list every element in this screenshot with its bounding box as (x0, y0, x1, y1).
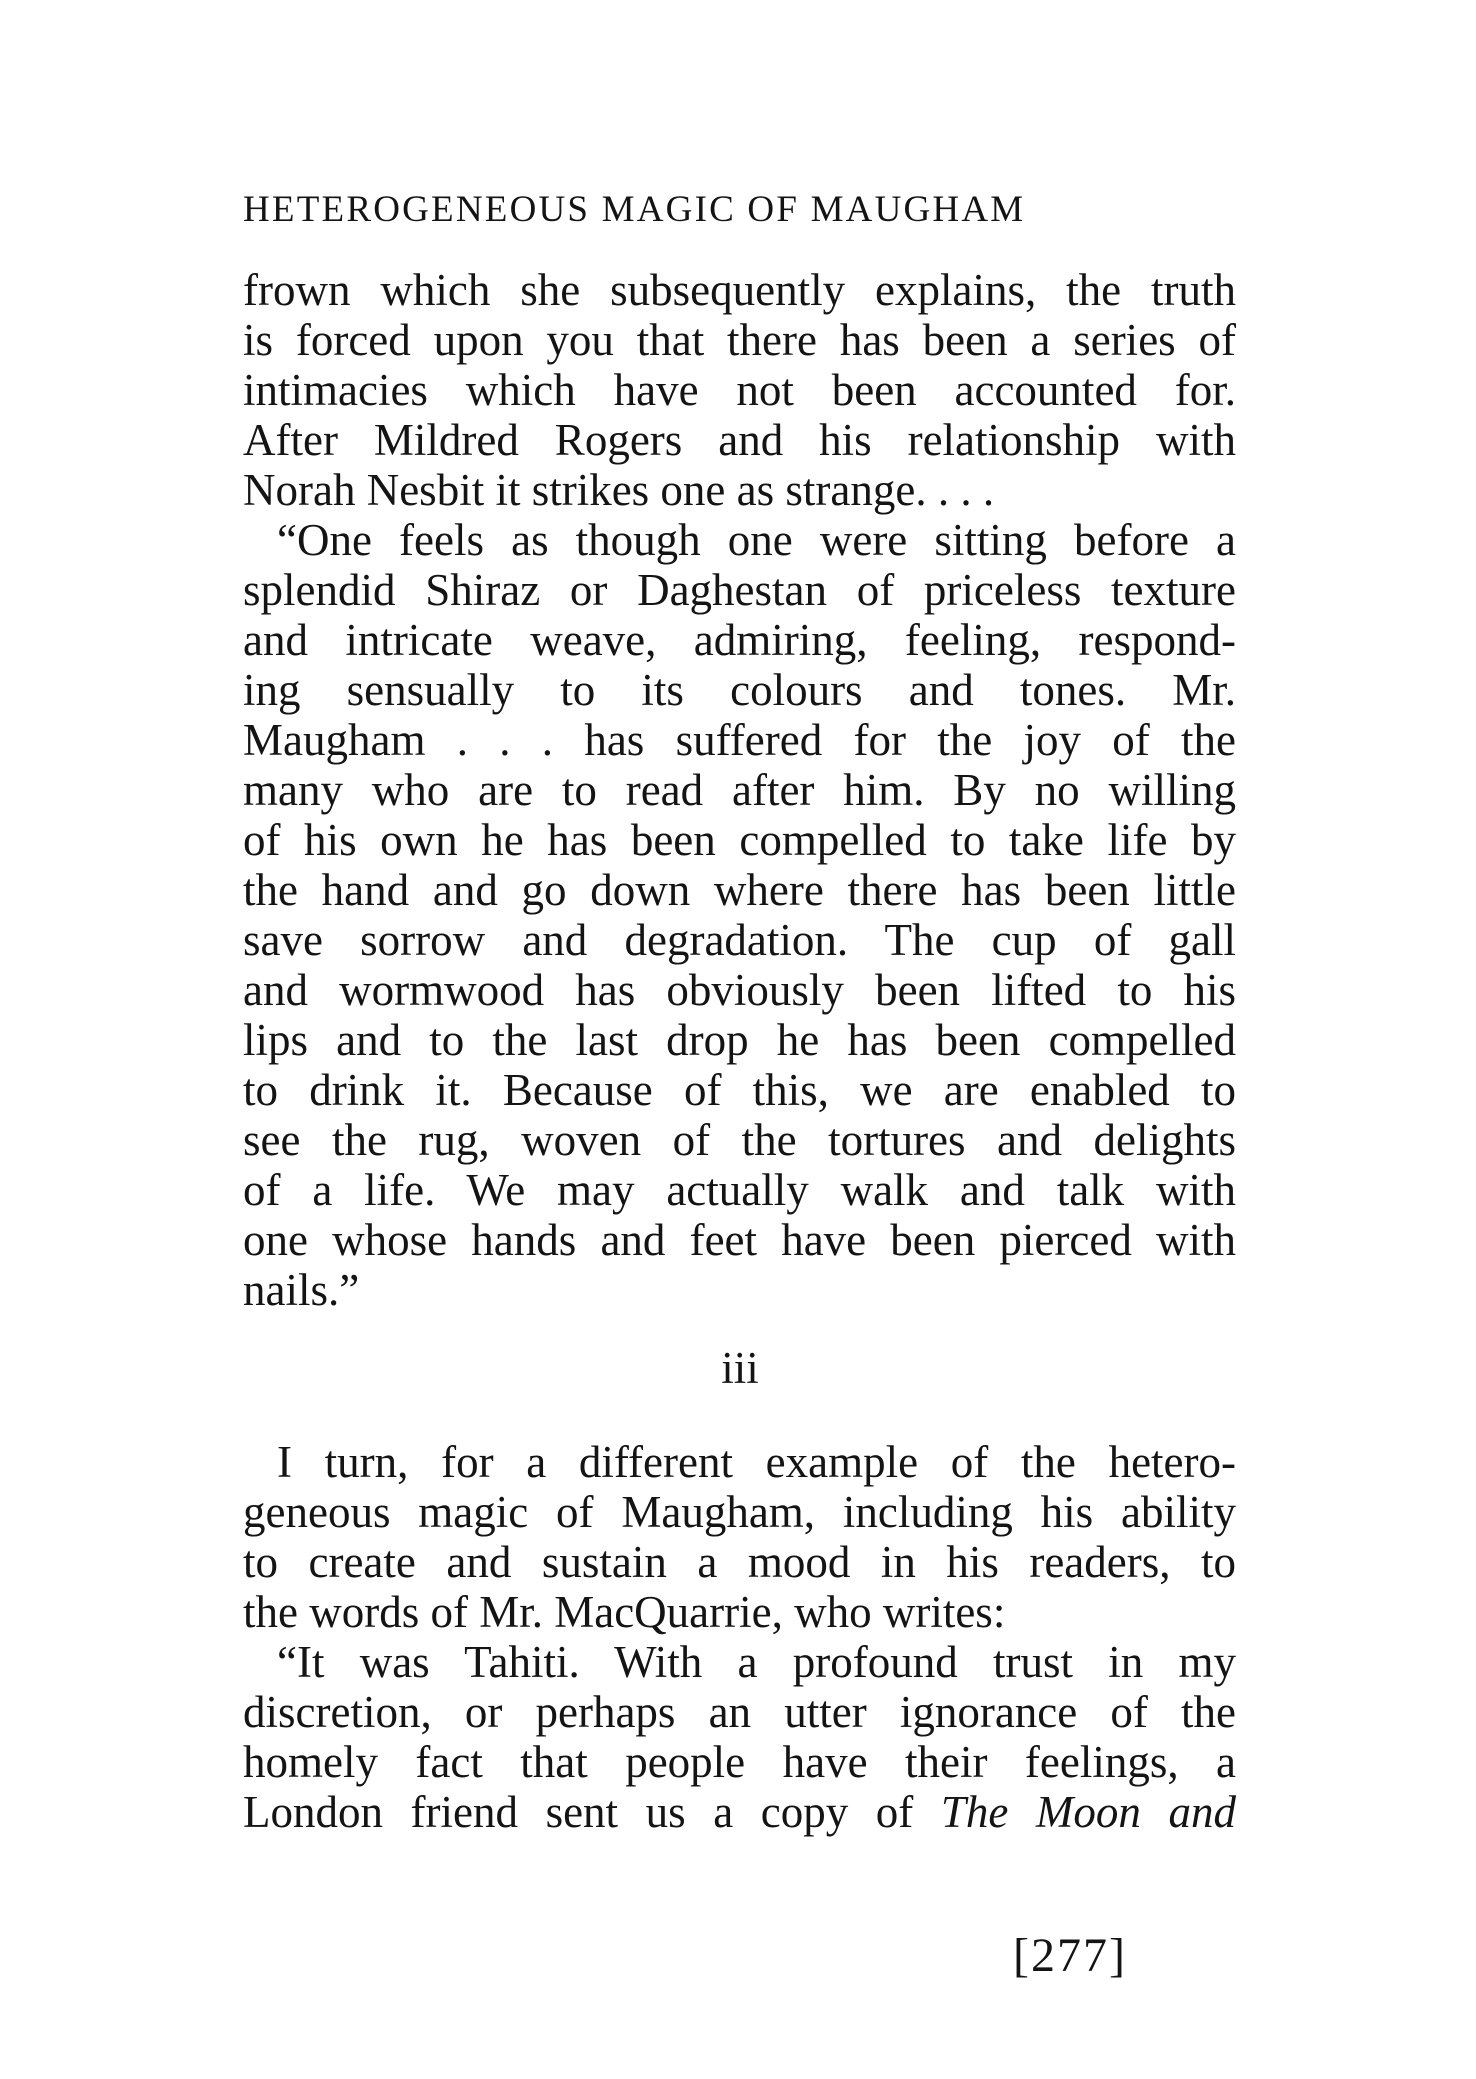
text-line: discretion, or perhaps an utter ignorance of the (243, 1687, 1236, 1737)
running-header: HETEROGENEOUS MAGIC OF MAUGHAM (243, 189, 1026, 230)
text-line: of his own he has been compelled to take life by (243, 815, 1236, 865)
text-line (243, 1787, 1236, 1837)
text-line: “One feels as though one were sitting before a (277, 515, 1236, 565)
text-line: intimacies which have not been accounted for. (243, 365, 1236, 415)
text-line: save sorrow and degradation. The cup of gall (243, 915, 1236, 965)
text-line: is forced upon you that there has been a series of (243, 315, 1236, 365)
text-line: ing sensually to its colours and tones. Mr. (243, 665, 1236, 715)
text-line: After Mildred Rogers and his relationship with (243, 415, 1236, 465)
page-number: [277] (1013, 1929, 1127, 1982)
text-line: frown which she subsequently explains, the truth (243, 265, 1236, 315)
text-line: of a life. We may actually walk and talk with (243, 1165, 1236, 1215)
text-line: geneous magic of Maugham, including his ability (243, 1487, 1236, 1537)
text-line: I turn, for a different example of the hetero- (277, 1437, 1236, 1487)
text-line: “It was Tahiti. With a profound trust in my (277, 1637, 1236, 1687)
text-line: the hand and go down where there has been little (243, 865, 1236, 915)
text-line: splendid Shiraz or Daghestan of priceless texture (243, 565, 1236, 615)
text-line: homely fact that people have their feelings, a (243, 1737, 1236, 1787)
text-line: to create and sustain a mood in his readers, to (243, 1537, 1236, 1587)
text-line: Norah Nesbit it strikes one as strange. . . . (243, 465, 995, 515)
text-line: Maugham . . . has suffered for the joy of the (243, 715, 1236, 765)
text-line: the words of Mr. MacQuarrie, who writes: (243, 1587, 1006, 1637)
text-line: nails.” (243, 1265, 360, 1315)
text-line: and wormwood has obviously been lifted to his (243, 965, 1236, 1015)
text-line: one whose hands and feet have been pierced with (243, 1215, 1236, 1265)
text-line: and intricate weave, admiring, feeling, respond- (243, 615, 1236, 665)
text-line: see the rug, woven of the tortures and delights (243, 1115, 1236, 1165)
section-number: iii (721, 1343, 759, 1393)
text-line-prefix: London friend sent us a copy of (243, 1787, 941, 1837)
text-line: lips and to the last drop he has been compelled (243, 1015, 1236, 1065)
book-title: The Moon and (940, 1787, 1236, 1837)
text-line: many who are to read after him. By no willing (243, 765, 1236, 815)
text-line: to drink it. Because of this, we are enabled to (243, 1065, 1236, 1115)
